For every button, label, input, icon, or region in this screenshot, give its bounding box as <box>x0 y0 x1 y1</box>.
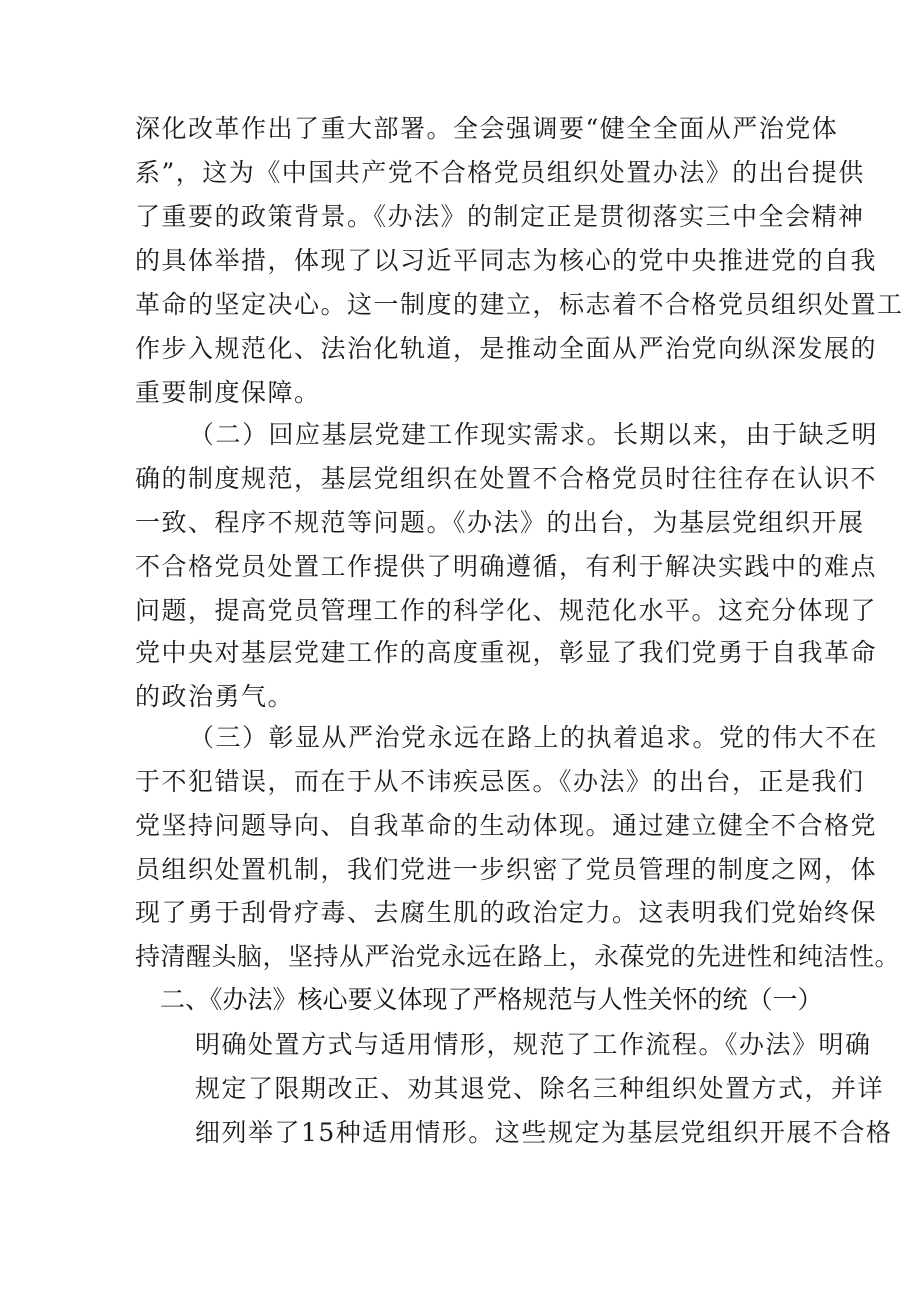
paragraph-2-line-7: 的政治勇气。 <box>135 682 295 711</box>
paragraph-1-line-3: 了重要的政策背景。《办法》的制定正是贯彻落实三中全会精神 <box>135 202 865 231</box>
paragraph-1-line-4: 的具体举措，体现了以习近平同志为核心的党中央推进党的自我 <box>135 246 878 275</box>
paragraph-3-line-1: （三）彰显从严治党永远在路上的执着追求。党的伟大不在 <box>189 723 879 752</box>
paragraph-1-line-7: 重要制度保障。 <box>135 378 321 407</box>
paragraph-1-line-2: 系”，这为《中国共产党不合格党员组织处置办法》的出台提供 <box>135 158 865 187</box>
paragraph-1-line-6: 作步入规范化、法治化轨道，是推动全面从严治党向纵深发展的 <box>135 334 878 363</box>
paragraph-3-line-2: 于不犯错误，而在于从不讳疾忌医。《办法》的出台，正是我们 <box>135 767 865 796</box>
paragraph-3-line-3: 党坚持问题导向、自我革命的生动体现。通过建立健全不合格党 <box>135 811 878 840</box>
paragraph-2-line-2: 确的制度规范，基层党组织在处置不合格党员时往往存在认识不 <box>135 464 878 493</box>
paragraph-3-line-5: 现了勇于刮骨疗毒、去腐生肌的政治定力。这表明我们党始终保 <box>135 898 878 927</box>
section-heading: 二、《办法》核心要义体现了严格规范与人性关怀的统（一） <box>160 985 823 1014</box>
paragraph-1-line-5: 革命的坚定决心。这一制度的建立，标志着不合格党员组织处置工 <box>135 290 904 319</box>
section-line-3: 细列举了15种适用情形。这些规定为基层党组织开展不合格 <box>195 1118 893 1147</box>
paragraph-2-line-4: 不合格党员处置工作提供了明确遵循，有利于解决实践中的难点 <box>135 552 878 581</box>
paragraph-1-line-1: 深化改革作出了重大部署。全会强调要“健全全面从严治党体 <box>135 114 839 143</box>
paragraph-3-line-6: 持清醒头脑，坚持从严治党永远在路上，永葆党的先进性和纯洁性。 <box>135 942 901 971</box>
section-line-1: 明确处置方式与适用情形，规范了工作流程。《办法》明确 <box>195 1030 872 1059</box>
section-line-2: 规定了限期改正、劝其退党、除名三种组织处置方式，并详 <box>195 1074 885 1103</box>
paragraph-3-line-4: 员组织处置机制，我们党进一步织密了党员管理的制度之网，体 <box>135 855 878 884</box>
paragraph-2-line-1: （二）回应基层党建工作现实需求。长期以来，由于缺乏明 <box>189 420 879 449</box>
paragraph-2-line-6: 党中央对基层党建工作的高度重视，彰显了我们党勇于自我革命 <box>135 638 878 667</box>
paragraph-2-line-3: 一致、程序不规范等问题。《办法》的出台，为基层党组织开展 <box>135 508 865 537</box>
paragraph-2-line-5: 问题，提高党员管理工作的科学化、规范化水平。这充分体现了 <box>135 596 878 625</box>
